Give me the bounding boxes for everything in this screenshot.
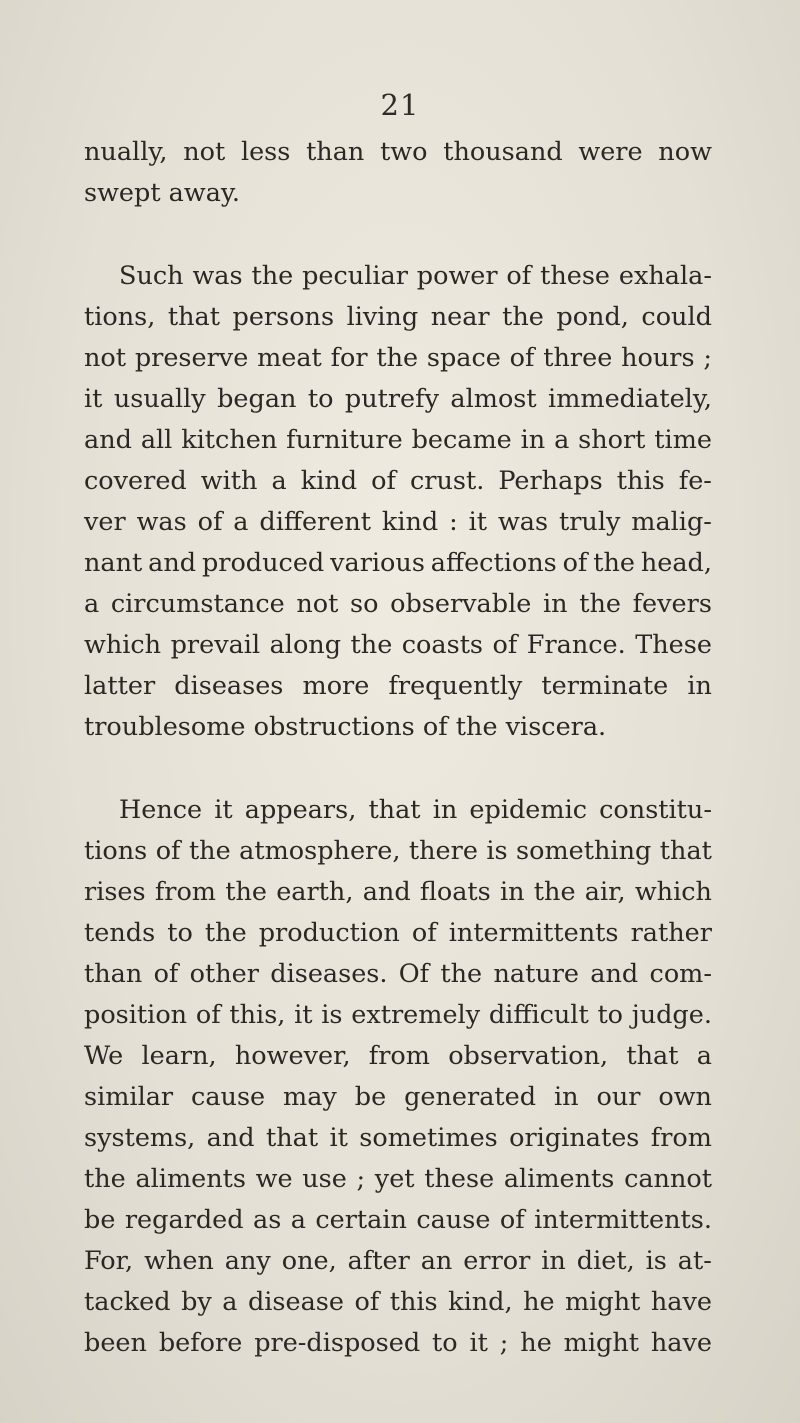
text-line: troublesome obstructions of the viscera. — [84, 712, 607, 742]
text-line: similar cause may be generated in our own — [84, 1082, 712, 1112]
text-line: latter diseases more frequently terminate in — [84, 671, 712, 701]
text-line: systems, and that it sometimes originates from — [84, 1123, 712, 1153]
text-line: rises from the earth, and floats in the air, which — [84, 877, 712, 907]
text-line: Hence it appears, that in epidemic constitu- — [119, 795, 712, 825]
text-line: tacked by a disease of this kind, he might have — [84, 1287, 712, 1317]
text-line: be regarded as a certain cause of intermittents. — [84, 1205, 712, 1235]
text-line: swept away. — [84, 178, 241, 208]
text-line: Such was the peculiar power of these exhala- — [119, 261, 712, 291]
text-line: covered with a kind of crust. Perhaps this fe- — [84, 466, 712, 496]
text-line: than of other diseases. Of the nature and com- — [84, 959, 712, 989]
text-line: nant and produced various affections of the head, — [84, 548, 712, 578]
paragraph-3 — [84, 790, 712, 1364]
body-text — [84, 132, 712, 1364]
text-line: We learn, however, from observation, that a — [84, 1041, 712, 1071]
text-line: which prevail along the coasts of France. These — [84, 630, 712, 660]
page-number: 21 — [380, 88, 420, 122]
text-line: tions of the atmosphere, there is something that — [84, 836, 712, 866]
text-line: nually, not less than two thousand were now — [84, 137, 712, 167]
paragraph-1 — [84, 132, 712, 214]
text-line: tions, that persons living near the pond, could — [84, 302, 712, 332]
text-line: been before pre-disposed to it ; he might have — [84, 1328, 712, 1358]
text-line: For, when any one, after an error in diet, is at- — [84, 1246, 712, 1276]
text-line: not preserve meat for the space of three hours ; — [84, 343, 712, 373]
paragraph-2 — [84, 256, 712, 748]
text-line: it usually began to putrefy almost immediately, — [84, 384, 712, 414]
text-line: the aliments we use ; yet these aliments cannot — [84, 1164, 712, 1194]
text-line: and all kitchen furniture became in a short time — [84, 425, 712, 455]
text-line: ver was of a different kind : it was truly malig- — [84, 507, 712, 537]
text-line: tends to the production of intermittents rather — [84, 918, 712, 948]
text-line: position of this, it is extremely difficult to judge. — [84, 1000, 712, 1030]
text-line: a circumstance not so observable in the fevers — [84, 589, 712, 619]
